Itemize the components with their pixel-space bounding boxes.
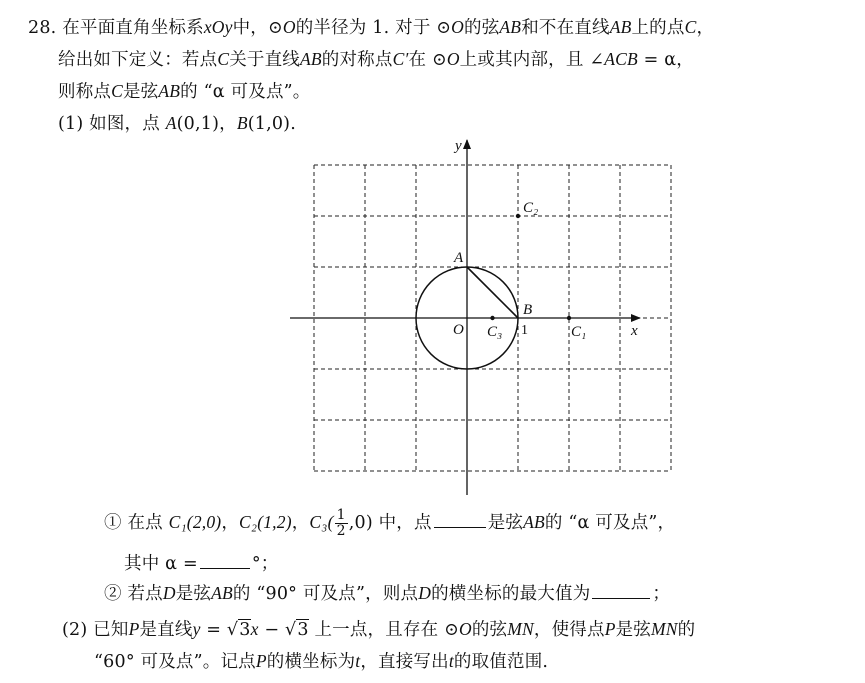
text: (1) 如图，点 xyxy=(58,114,166,134)
text: 上的点 xyxy=(631,18,685,38)
math-c: C xyxy=(684,17,697,37)
sqrt-3: 3 xyxy=(297,620,309,640)
math-o: O xyxy=(446,49,460,69)
text: 中，⊙ xyxy=(232,18,283,38)
text: 上一点，且存在 ⊙ xyxy=(308,620,459,640)
text: 在平面直角坐标系 xyxy=(62,18,204,38)
text: − xyxy=(258,620,285,640)
math-b: B xyxy=(236,113,248,133)
text: 的横坐标的最大值为 xyxy=(431,584,591,604)
point-label-b: B xyxy=(523,302,533,318)
text: ,0) xyxy=(348,513,373,533)
text: = α， xyxy=(637,50,694,70)
text: 的 “90° 可及点”，则点 xyxy=(232,584,419,604)
text: ② 若点 xyxy=(104,584,163,604)
point-label-c2: C₂ xyxy=(523,200,539,216)
answer-blank-point[interactable] xyxy=(434,526,486,528)
math-c: C xyxy=(111,81,123,101)
text: 的对称点 xyxy=(321,50,393,70)
point-label-c3: C₃ xyxy=(487,324,503,340)
answer-blank-max-x[interactable] xyxy=(592,597,650,599)
text: (1,0) xyxy=(247,114,291,134)
text: (2) 已知 xyxy=(62,620,129,640)
point-label-c1: C₁ xyxy=(571,324,587,340)
text: 的弦 xyxy=(464,18,500,38)
part-1-heading: (1) 如图，点 A(0,1)，B(1,0). xyxy=(58,113,296,134)
math-ab: AB xyxy=(523,512,545,532)
text: 是弦 xyxy=(615,620,651,640)
sqrt-3: 3 xyxy=(239,620,251,640)
answer-blank-alpha[interactable] xyxy=(200,567,250,569)
text: = xyxy=(200,620,227,640)
sqrt-symbol: √ xyxy=(284,620,297,640)
text: 的取值范围. xyxy=(453,652,549,672)
text: 的 “α 可及点”， xyxy=(544,513,676,533)
fraction-numerator: 1 xyxy=(336,507,346,523)
text: 是弦 xyxy=(122,82,159,102)
math-mn: MN xyxy=(651,619,678,639)
math-x: x xyxy=(250,619,259,639)
math-y: y xyxy=(192,619,201,639)
math-p: P xyxy=(128,619,140,639)
math-xoy: xOy xyxy=(203,17,233,37)
text: 的半径为 1. 对于 ⊙ xyxy=(295,18,452,38)
text: 关于直线 xyxy=(229,50,300,70)
math-o: O xyxy=(282,17,296,37)
part-2-line-1 xyxy=(62,616,695,641)
text: 是弦 xyxy=(175,584,212,604)
text: °； xyxy=(251,554,279,574)
question-1-line-2 xyxy=(124,550,278,575)
text: “60° 可及点”。记点 xyxy=(94,652,256,672)
text: 的 xyxy=(677,620,696,640)
text: ， xyxy=(221,513,240,533)
point-c2 xyxy=(516,214,520,218)
point-label-a: A xyxy=(454,250,464,266)
math-acb: ACB xyxy=(604,49,638,69)
point-c1 xyxy=(567,316,571,320)
math-ab: AB xyxy=(499,17,522,37)
math-t: t xyxy=(448,651,454,671)
text: ，使得点 xyxy=(533,620,605,640)
text: ， xyxy=(291,513,310,533)
text: 的弦 xyxy=(471,620,508,640)
point-c3 xyxy=(490,316,494,320)
math-d: D xyxy=(162,583,176,603)
text: 是弦 xyxy=(487,513,524,533)
text: ， xyxy=(696,18,715,38)
math-c1: C₁(2,0) xyxy=(168,512,222,532)
text: ① 在点 xyxy=(104,513,169,533)
text: ， xyxy=(219,114,237,134)
text: 在 ⊙ xyxy=(408,50,447,70)
math-p: P xyxy=(604,619,616,639)
problem-number: 28. xyxy=(28,18,57,38)
math-ab: AB xyxy=(609,17,632,37)
text: ； xyxy=(652,584,671,604)
math-ab: AB xyxy=(158,81,181,101)
text: 则称点 xyxy=(58,82,112,102)
text: 中，点 xyxy=(372,513,432,533)
axis-label-y: y xyxy=(455,138,462,154)
sqrt-symbol: √ xyxy=(226,620,239,640)
math-c2: C₂(1,2) xyxy=(239,512,292,532)
fraction-one-half xyxy=(335,508,348,539)
math-ab: AB xyxy=(300,49,322,69)
math-c-prime: C′ xyxy=(392,49,409,69)
math-t: t xyxy=(355,651,361,671)
math-mn: MN xyxy=(507,619,534,639)
math-c: C xyxy=(217,49,230,69)
math-c3: C₃( xyxy=(309,512,334,532)
text: 的横坐标为 xyxy=(266,652,356,672)
text: 给出如下定义：若点 xyxy=(58,50,218,70)
question-1-line-1 xyxy=(104,508,675,539)
question-2-line xyxy=(104,580,670,605)
part-2-line-2 xyxy=(94,648,548,673)
math-d: D xyxy=(418,583,432,603)
math-ab: AB xyxy=(211,583,233,603)
text: 上或其内部，且 ∠ xyxy=(459,50,605,70)
text: (0,1) xyxy=(176,114,220,134)
math-o: O xyxy=(458,619,472,639)
text: ，直接写出 xyxy=(360,652,449,672)
text: 是直线 xyxy=(139,620,193,640)
text: 其中 α = xyxy=(124,554,198,574)
text: 和不在直线 xyxy=(521,18,610,38)
math-p: P xyxy=(255,651,267,671)
origin-label: O xyxy=(453,322,464,338)
fraction-denominator: 2 xyxy=(336,523,346,539)
text: 的 “α 可及点”。 xyxy=(180,82,311,102)
math-a: A xyxy=(165,113,177,133)
axis-label-x: x xyxy=(631,323,638,339)
math-o: O xyxy=(451,17,464,37)
tick-label-1: 1 xyxy=(521,323,528,338)
